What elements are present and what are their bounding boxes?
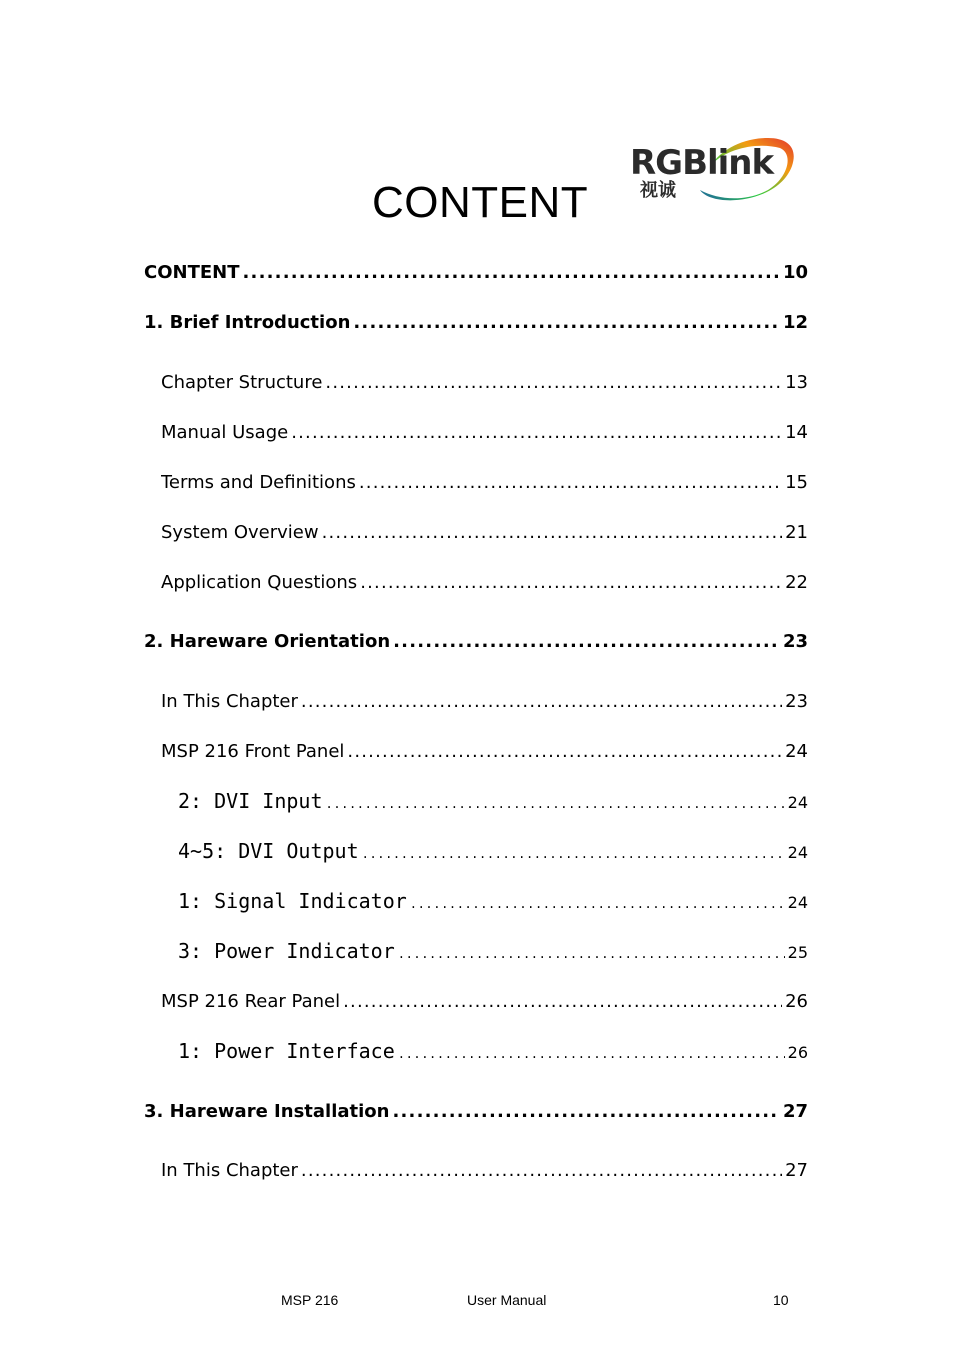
toc-entry-page-number: 13	[785, 372, 808, 393]
toc-leader-dots	[347, 741, 782, 762]
toc-entry-page-number: 23	[785, 691, 808, 712]
toc-entry-page-number: 21	[785, 522, 808, 543]
toc-entry[interactable]	[161, 472, 808, 493]
toc-entry-label: 1: Power Interface	[178, 1039, 395, 1063]
footer-model: MSP 216	[281, 1292, 339, 1308]
toc-leader-dots	[326, 797, 785, 811]
toc-entry-label: MSP 216 Rear Panel	[161, 991, 341, 1012]
toc-entry[interactable]	[161, 1160, 808, 1181]
toc-entry[interactable]	[161, 422, 808, 443]
toc-leader-dots	[398, 1047, 785, 1061]
toc-leader-dots	[291, 422, 782, 443]
logo-chinese: 视诚	[640, 180, 676, 201]
toc-leader-dots	[343, 991, 782, 1012]
toc-entry-label: In This Chapter	[161, 1160, 298, 1181]
toc-entry-label: 3: Power Indicator	[178, 939, 395, 963]
toc-leader-dots	[393, 631, 780, 652]
toc-entry-page-number: 15	[785, 472, 808, 493]
toc-entry[interactable]	[144, 1101, 808, 1122]
toc-entry-page-number: 26	[785, 991, 808, 1012]
toc-entry-label: Chapter Structure	[161, 372, 323, 393]
toc-entry-page-number: 22	[785, 572, 808, 593]
logo-wordmark: RGBlink	[630, 143, 774, 183]
rgblink-logo	[628, 134, 798, 206]
toc-leader-dots	[353, 312, 780, 333]
toc-entry-label: 1: Signal Indicator	[178, 889, 407, 913]
toc-entry-label: CONTENT	[144, 262, 240, 283]
toc-leader-dots	[360, 572, 782, 593]
toc-entry[interactable]	[178, 939, 808, 963]
toc-entry[interactable]	[144, 312, 808, 333]
toc-entry-label: Manual Usage	[161, 422, 289, 443]
toc-entry[interactable]	[161, 572, 808, 593]
toc-entry-page-number: 12	[782, 312, 808, 333]
toc-leader-dots	[410, 897, 785, 911]
toc-entry-page-number: 27	[785, 1160, 808, 1181]
footer-page-number: 10	[773, 1292, 789, 1308]
toc-entry-label: Terms and Definitions	[161, 472, 356, 493]
toc-entry-label: System Overview	[161, 522, 319, 543]
toc-entry-page-number: 23	[782, 631, 808, 652]
toc-entry[interactable]	[161, 691, 808, 712]
toc-entry-label: 3. Hareware Installation	[144, 1101, 390, 1122]
toc-entry[interactable]	[161, 372, 808, 393]
toc-leader-dots	[392, 1101, 779, 1122]
toc-entry-label: 2. Hareware Orientation	[144, 631, 391, 652]
toc-leader-dots	[359, 472, 782, 493]
toc-entry-label: 4~5: DVI Output	[178, 839, 359, 863]
toc-entry-label: MSP 216 Front Panel	[161, 741, 345, 762]
toc-leader-dots	[301, 691, 782, 712]
toc-entry-page-number: 14	[785, 422, 808, 443]
toc-entry[interactable]	[178, 889, 808, 913]
toc-entry-label: 1. Brief Introduction	[144, 312, 351, 333]
toc-entry[interactable]	[144, 631, 808, 652]
toc-entry-page-number: 10	[782, 262, 808, 283]
toc-entry[interactable]	[178, 839, 808, 863]
toc-entry[interactable]	[178, 1039, 808, 1063]
toc-entry-page-number: 27	[782, 1101, 808, 1122]
toc-leader-dots	[362, 847, 785, 861]
toc-entry-label: 2: DVI Input	[178, 789, 323, 813]
toc-entry-page-number: 26	[787, 1043, 808, 1062]
toc-leader-dots	[243, 262, 780, 283]
toc-entry-page-number: 24	[787, 893, 808, 912]
toc-entry[interactable]	[161, 991, 808, 1012]
toc-leader-dots	[398, 947, 785, 961]
page-title: CONTENT	[372, 178, 589, 227]
footer-doc-title: User Manual	[467, 1292, 547, 1308]
toc-leader-dots	[325, 372, 782, 393]
toc-entry-page-number: 24	[787, 793, 808, 812]
toc-entry-page-number: 24	[787, 843, 808, 862]
toc-leader-dots	[301, 1160, 782, 1181]
toc-entry-label: In This Chapter	[161, 691, 298, 712]
toc-entry-page-number: 25	[787, 943, 808, 962]
toc-entry-page-number: 24	[785, 741, 808, 762]
toc-leader-dots	[322, 522, 783, 543]
toc-entry[interactable]	[161, 741, 808, 762]
toc-entry[interactable]	[161, 522, 808, 543]
toc-entry[interactable]	[178, 789, 808, 813]
toc-entry[interactable]	[144, 262, 808, 283]
toc-entry-label: Application Questions	[161, 572, 358, 593]
